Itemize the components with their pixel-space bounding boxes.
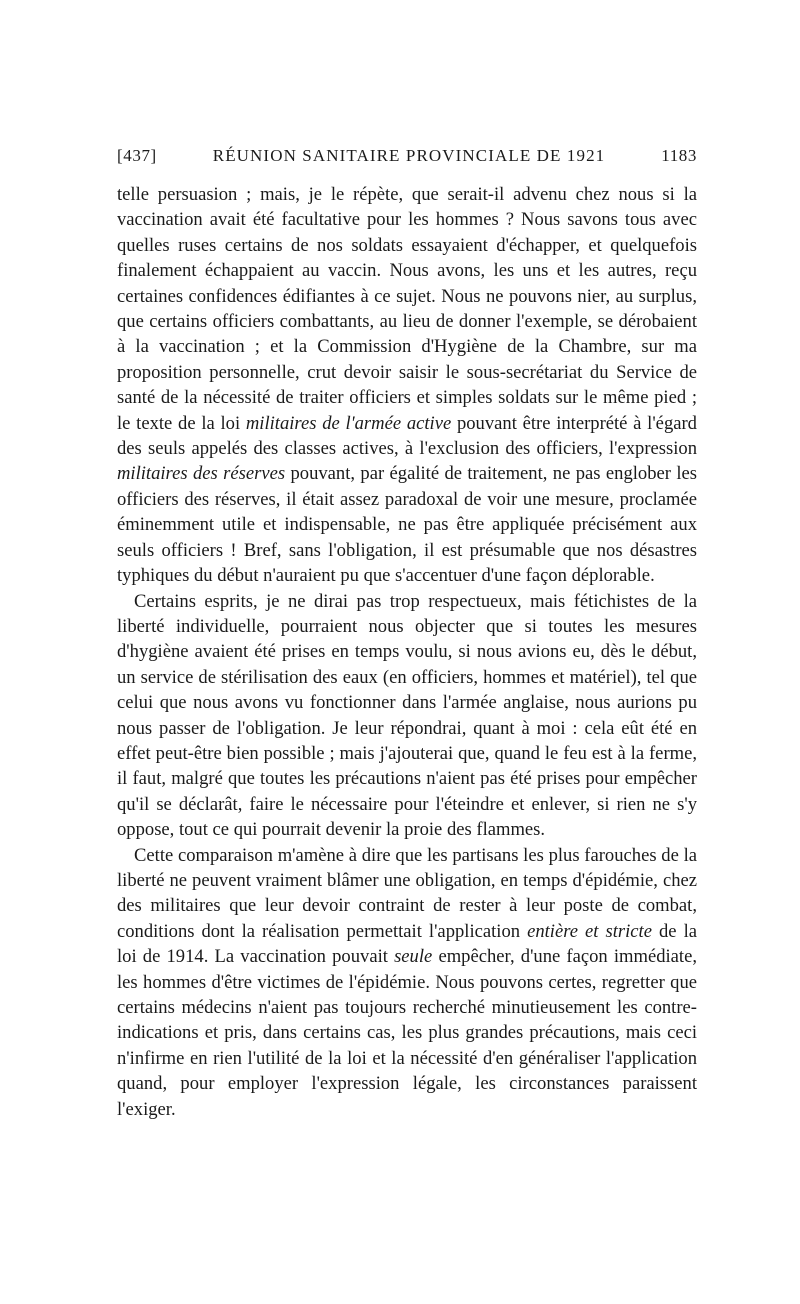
text-run: telle persuasion ; mais, je le répète, que serait-il advenu chez nous si la vaccination avait été facultative pour les hommes ? Nous savons tous avec quelles ruses certains de nos soldats essayaient d'échapper, et quelquefois finalement échappaient au vaccin. Nous avons, les uns et les autres, reçu certaines confidences édifiantes à ce sujet. Nous ne pouvons nier, au surplus, que certains officiers combattants, au lieu de donner l'exemple, se dérobaient à la vaccination ; et la Commission d'Hygiène de la Chambre, sur ma proposition personnelle, crut devoir saisir le sous-secrétariat du Service de santé de la nécessité de traiter officiers et simples soldats sur le même pied ; le texte de la loi [117, 184, 697, 434]
paragraph [117, 843, 697, 1122]
text-run: pouvant, par égalité de traitement, ne pas englober les officiers des réserves, il était assez paradoxal de voir une mesure, proclamée éminemment utile et indispensable, ne pas être appliquée précisément aux seuls officiers ! Bref, sans l'obligation, il est présumable que nos désastres typhiques du début n'auraient pu que s'accentuer d'une façon déplorable. [117, 463, 697, 587]
running-header [117, 146, 697, 166]
running-title: RÉUNION SANITAIRE PROVINCIALE DE 1921 [212, 146, 606, 165]
document-page [117, 146, 697, 1122]
page-number: 1183 [661, 146, 697, 165]
italic-phrase: seule [394, 946, 433, 968]
text-run: de la loi de 1914. La vaccination pouvait [117, 920, 697, 968]
text-run: empêcher, d'une façon immédiate, les hommes d'être victimes de l'épidémie. Nous pouvons certes, regretter que certains médecins n'aient pas toujours recherché minutieusement les contre-indications et pris, dans certains cas, les plus grandes précautions, mais ceci n'infirme en rien l'utilité de la loi et la nécessité d'en généraliser l'application quand, pour employer l'expression légale, les circonstances paraissent l'exiger. [117, 946, 698, 1120]
text-run: Cette comparaison m'amène à dire que les partisans les plus farouches de la liberté ne peuvent vraiment blâmer une obligation, en temps d'épidémie, chez des militaires que leur devoir contraint de rester à leur poste de combat, conditions dont la réalisation permettait l'application [117, 844, 697, 942]
paragraph [117, 589, 697, 843]
italic-phrase: militaires de l'armée active [245, 412, 452, 434]
paragraph [117, 182, 697, 589]
italic-phrase: militaires des réserves [117, 463, 286, 485]
italic-phrase: entière et stricte [527, 920, 652, 942]
text-run: Certains esprits, je ne dirai pas trop respectueux, mais fétichistes de la liberté individuelle, pourraient nous objecter que si toutes les mesures d'hygiène avaient été prises en temps voulu, si nous avions eu, dès le début, un service de stérilisation des eaux (en officiers, hommes et matériel), tel que celui que nous avons vu fonctionner dans l'armée anglaise, nous aurions pu nous passer de l'obligation. Je leur répondrai, quant à moi : cela eût été en effet peut-être bien possible ; mais j'ajouterai que, quand le feu est à la ferme, il faut, malgré que toutes les précautions n'aient pas été prises pour empêcher qu'il se déclarât, faire le nécessaire pour l'éteindre et enlever, si rien ne s'y oppose, tout ce qui pourrait devenir la proie des flammes. [117, 590, 697, 841]
page-reference: [437] [117, 146, 157, 165]
text-run: pouvant être interprété à l'égard des seuls appelés des classes actives, à l'exclusion des officiers, l'expression [117, 412, 697, 460]
body-text [117, 182, 697, 1122]
